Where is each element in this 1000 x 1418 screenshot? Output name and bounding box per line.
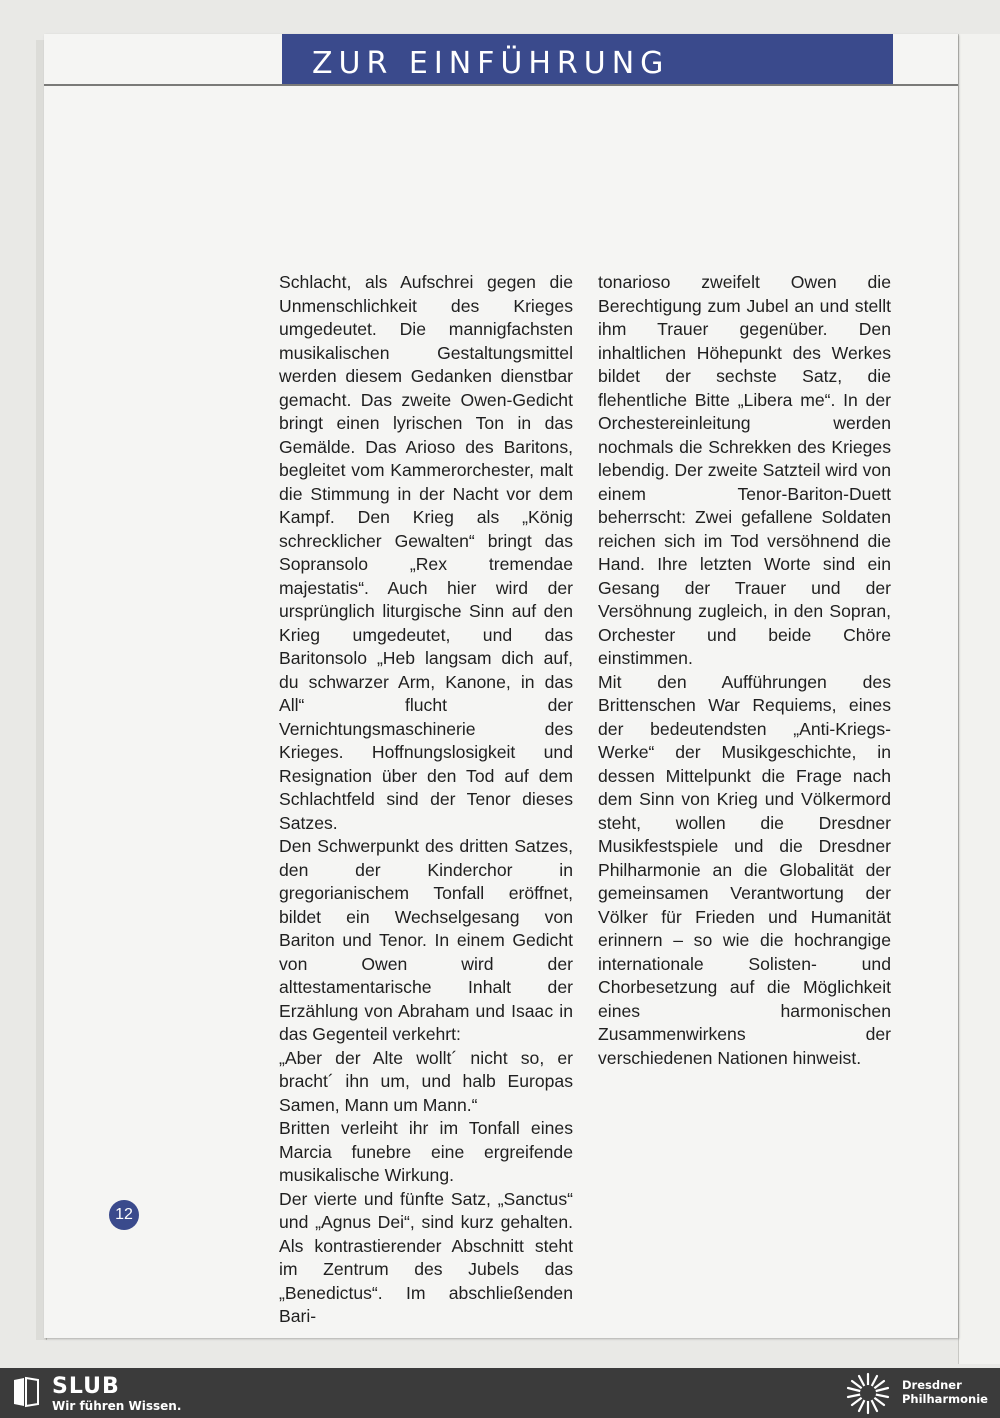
paragraph: Den Schwerpunkt des dritten Satzes, den der Kinderchor in gregorianischem Tonfall eröffnet, bildet ein Wechselgesang von Bariton und Tenor. In einem Gedicht von Owen wird der alttestamentarische Inhalt der Erzählung von Abraham und Isaac in das Gegenteil verkehrt:: [279, 836, 573, 1044]
paragraph: Mit den Aufführungen des Brittenschen War Requiems, eines der bedeutendsten „Anti-Kriegs-Werke“ der Musikgeschichte, in dessen Mittelpunkt die Frage nach dem Sinn von Krieg und Völkermord steht, wollen die Dresdner Musikfestspiele und die Dresdner Philharmonie an die Globalität der gemeinsamen Verantwortung der Völker für Frieden und Humanität erinnern – so wie die hochrangige internationale Solisten- und Chorbesetzung auf die Möglichkeit eines harmonischen Zusammenwirkens der verschiedenen Nationen hinweist.: [598, 671, 891, 1068]
next-page-edge: [958, 34, 1000, 1364]
viewer-footer-bar: [0, 1368, 1000, 1418]
philharmonie-sunburst-icon: [840, 1371, 896, 1415]
text-column-left: [279, 271, 573, 1329]
section-title: ZUR EINFÜHRUNG: [312, 46, 670, 81]
page-number: 12: [115, 1206, 133, 1223]
slub-book-icon: [10, 1376, 42, 1408]
quote-paragraph: „Aber der Alte wollt´ nicht so, er bracht´ ihn um, und halb Europas Samen, Mann um Mann.“: [279, 1047, 573, 1115]
paragraph: tonarioso zweifelt Owen die Berechtigung zum Jubel an und stellt ihm Trauer gegenüber. Den inhaltlichen Höhepunkt des Werkes bildet der sechste Satz, die flehentliche Bitte „Libera me“. In der Orchestereinleitung werden nochmals die Schrekken des Krieges lebendig. Der zweite Satzteil wird von einem Tenor-Bariton-Duett beherrscht: Zwei gefallene Soldaten reichen sich im Tod versöhnend die Hand. Ihre letzten Worte sind ein Gesang der Trauer und der Versöhnung zugleich, in den Sopran, Orchester und beide Chöre einstimmen.: [598, 272, 891, 668]
phil-line-2: Philharmonie: [902, 1392, 988, 1406]
paragraph: Der vierte und fünfte Satz, „Sanctus“ und „Agnus Dei“, sind kurz gehalten. Als kontrastierender Abschnitt steht im Zentrum des Jubels das „Benedictus“. Im abschließenden Bari-: [279, 1188, 573, 1326]
text-column-right: [598, 271, 891, 1070]
paragraph: Schlacht, als Aufschrei gegen die Unmenschlichkeit des Krieges umgedeutet. Die mannigfachsten musikalischen Gestaltungsmittel werden diesem Gedanken dienstbar gemacht. Das zweite Owen-Gedicht bringt einen lyrischen Ton in das Gemälde. Das Arioso des Baritons, begleitet vom Kammerorchester, malt die Stimmung in der Nacht vor dem Kampf. Den Krieg als „König schrecklicher Gewalten“ bringt das Sopransolo „Rex tremendae majestatis“. Auch hier wird der ursprünglich liturgische Sinn auf den Krieg umgedeutet, und das Baritonsolo „Heb langsam dich auf, du schwarzer Arm, Kanone, in das All“ flucht der Vernichtungsmaschinerie des Krieges. Hoffnungslosigkeit und Resignation über den Tod auf dem Schlachtfeld sind der Tenor dieses Satzes.: [279, 272, 573, 833]
paragraph: Britten verleiht ihr im Tonfall eines Marcia funebre eine ergreifende musikalische Wirkung.: [279, 1118, 573, 1185]
slub-tagline: Wir führen Wissen.: [52, 1399, 182, 1413]
header-rule: [44, 84, 958, 86]
philharmonie-wordmark[interactable]: [902, 1378, 998, 1406]
brochure-page: [44, 34, 958, 1338]
page-number-badge: [109, 1200, 139, 1230]
slub-wordmark[interactable]: SLUB: [52, 1374, 120, 1399]
section-title-banner: [282, 34, 893, 84]
phil-line-1: Dresdner: [902, 1378, 962, 1392]
